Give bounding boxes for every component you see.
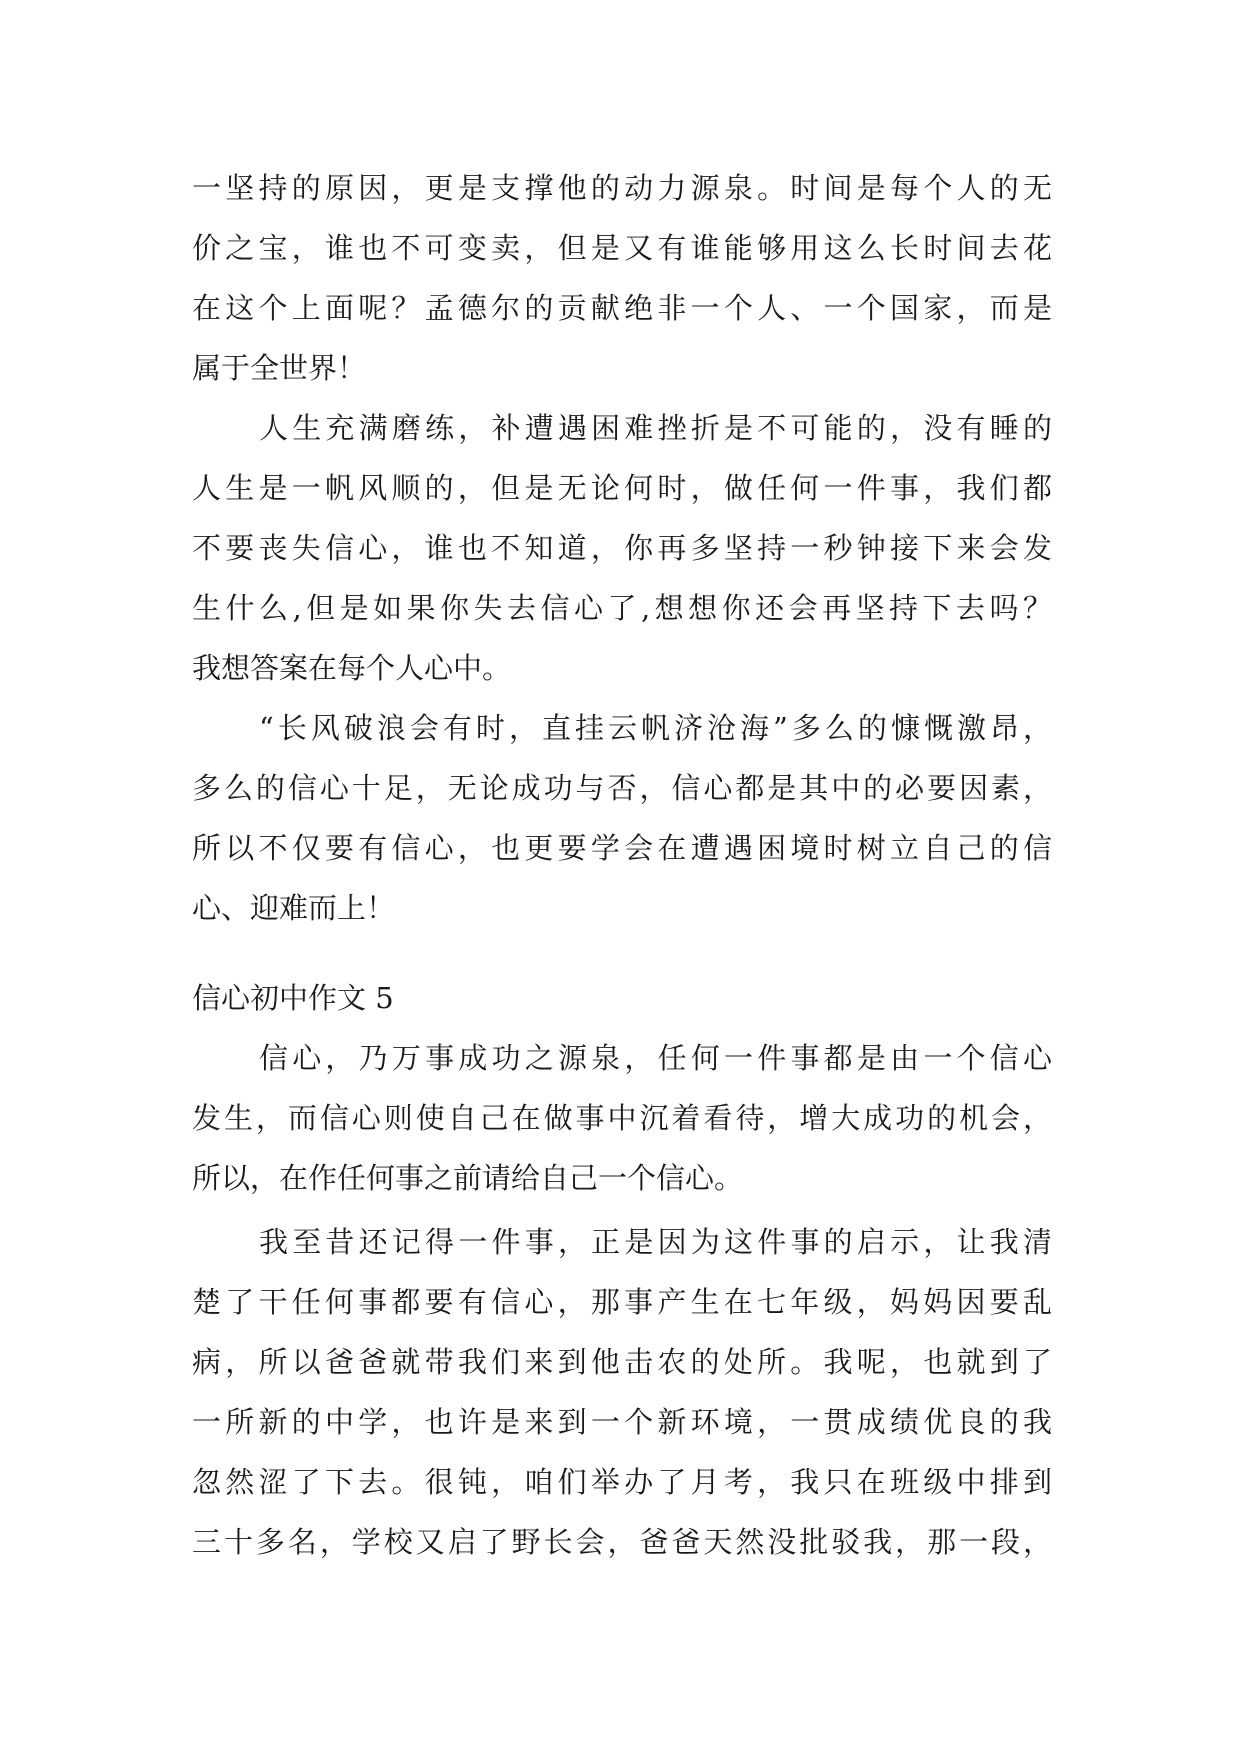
- paragraph-2-line-3: 不要丧失信心，谁也不知道，你再多坚持一秒钟接下来会发: [192, 531, 1052, 565]
- paragraph-1-line-1: 一坚持的原因，更是支撑他的动力源泉。时间是每个人的无: [192, 171, 1052, 205]
- paragraph-1-line-4: 属于全世界！: [192, 351, 367, 385]
- paragraph-4-line-1: 信心，乃万事成功之源泉，任何一件事都是由一个信心: [259, 1041, 1052, 1075]
- paragraph-3-line-3: 所以不仅要有信心，也更要学会在遭遇困境时树立自己的信: [192, 831, 1052, 865]
- paragraph-3-line-4: 心、迎难而上！: [192, 891, 396, 925]
- paragraph-2-line-4: 生什么,但是如果你失去信心了,想想你还会再坚持下去吗？: [192, 591, 1052, 625]
- paragraph-5-line-6: 三十多名，学校又启了野长会，爸爸天然没批驳我，那一段，: [192, 1525, 1052, 1559]
- paragraph-5-line-4: 一所新的中学，也许是来到一个新环境，一贯成绩优良的我: [192, 1405, 1052, 1439]
- paragraph-2-line-5: 我想答案在每个人心中。: [192, 651, 512, 685]
- paragraph-1-line-3: 在这个上面呢？孟德尔的贡献绝非一个人、一个国家，而是: [192, 291, 1052, 325]
- paragraph-3-line-1: “长风破浪会有时，直挂云帆济沧海”多么的慷慨激昂，: [259, 711, 1052, 745]
- paragraph-4-line-3: 所以，在作任何事之前请给自己一个信心。: [192, 1161, 744, 1195]
- paragraph-4-line-2: 发生，而信心则使自己在做事中沉着看待，增大成功的机会，: [192, 1101, 1052, 1135]
- paragraph-2-line-2: 人生是一帆风顺的，但是无论何时，做任何一件事，我们都: [192, 471, 1052, 505]
- paragraph-5-line-5: 忽然涩了下去。很钝，咱们举办了月考，我只在班级中排到: [192, 1465, 1052, 1499]
- paragraph-5-line-1: 我至昔还记得一件事，正是因为这件事的启示，让我清: [259, 1225, 1052, 1259]
- section-heading: 信心初中作文 5: [192, 981, 394, 1015]
- paragraph-3-line-2: 多么的信心十足，无论成功与否，信心都是其中的必要因素，: [192, 771, 1052, 805]
- paragraph-1-line-2: 价之宝，谁也不可变卖，但是又有谁能够用这么长时间去花: [192, 231, 1052, 265]
- paragraph-2-line-1: 人生充满磨练，补遭遇困难挫折是不可能的，没有睡的: [259, 411, 1052, 445]
- paragraph-5-line-3: 病，所以爸爸就带我们来到他击农的处所。我呢，也就到了: [192, 1345, 1052, 1379]
- paragraph-5-line-2: 楚了干任何事都要有信心，那事产生在七年级，妈妈因要乱: [192, 1285, 1052, 1319]
